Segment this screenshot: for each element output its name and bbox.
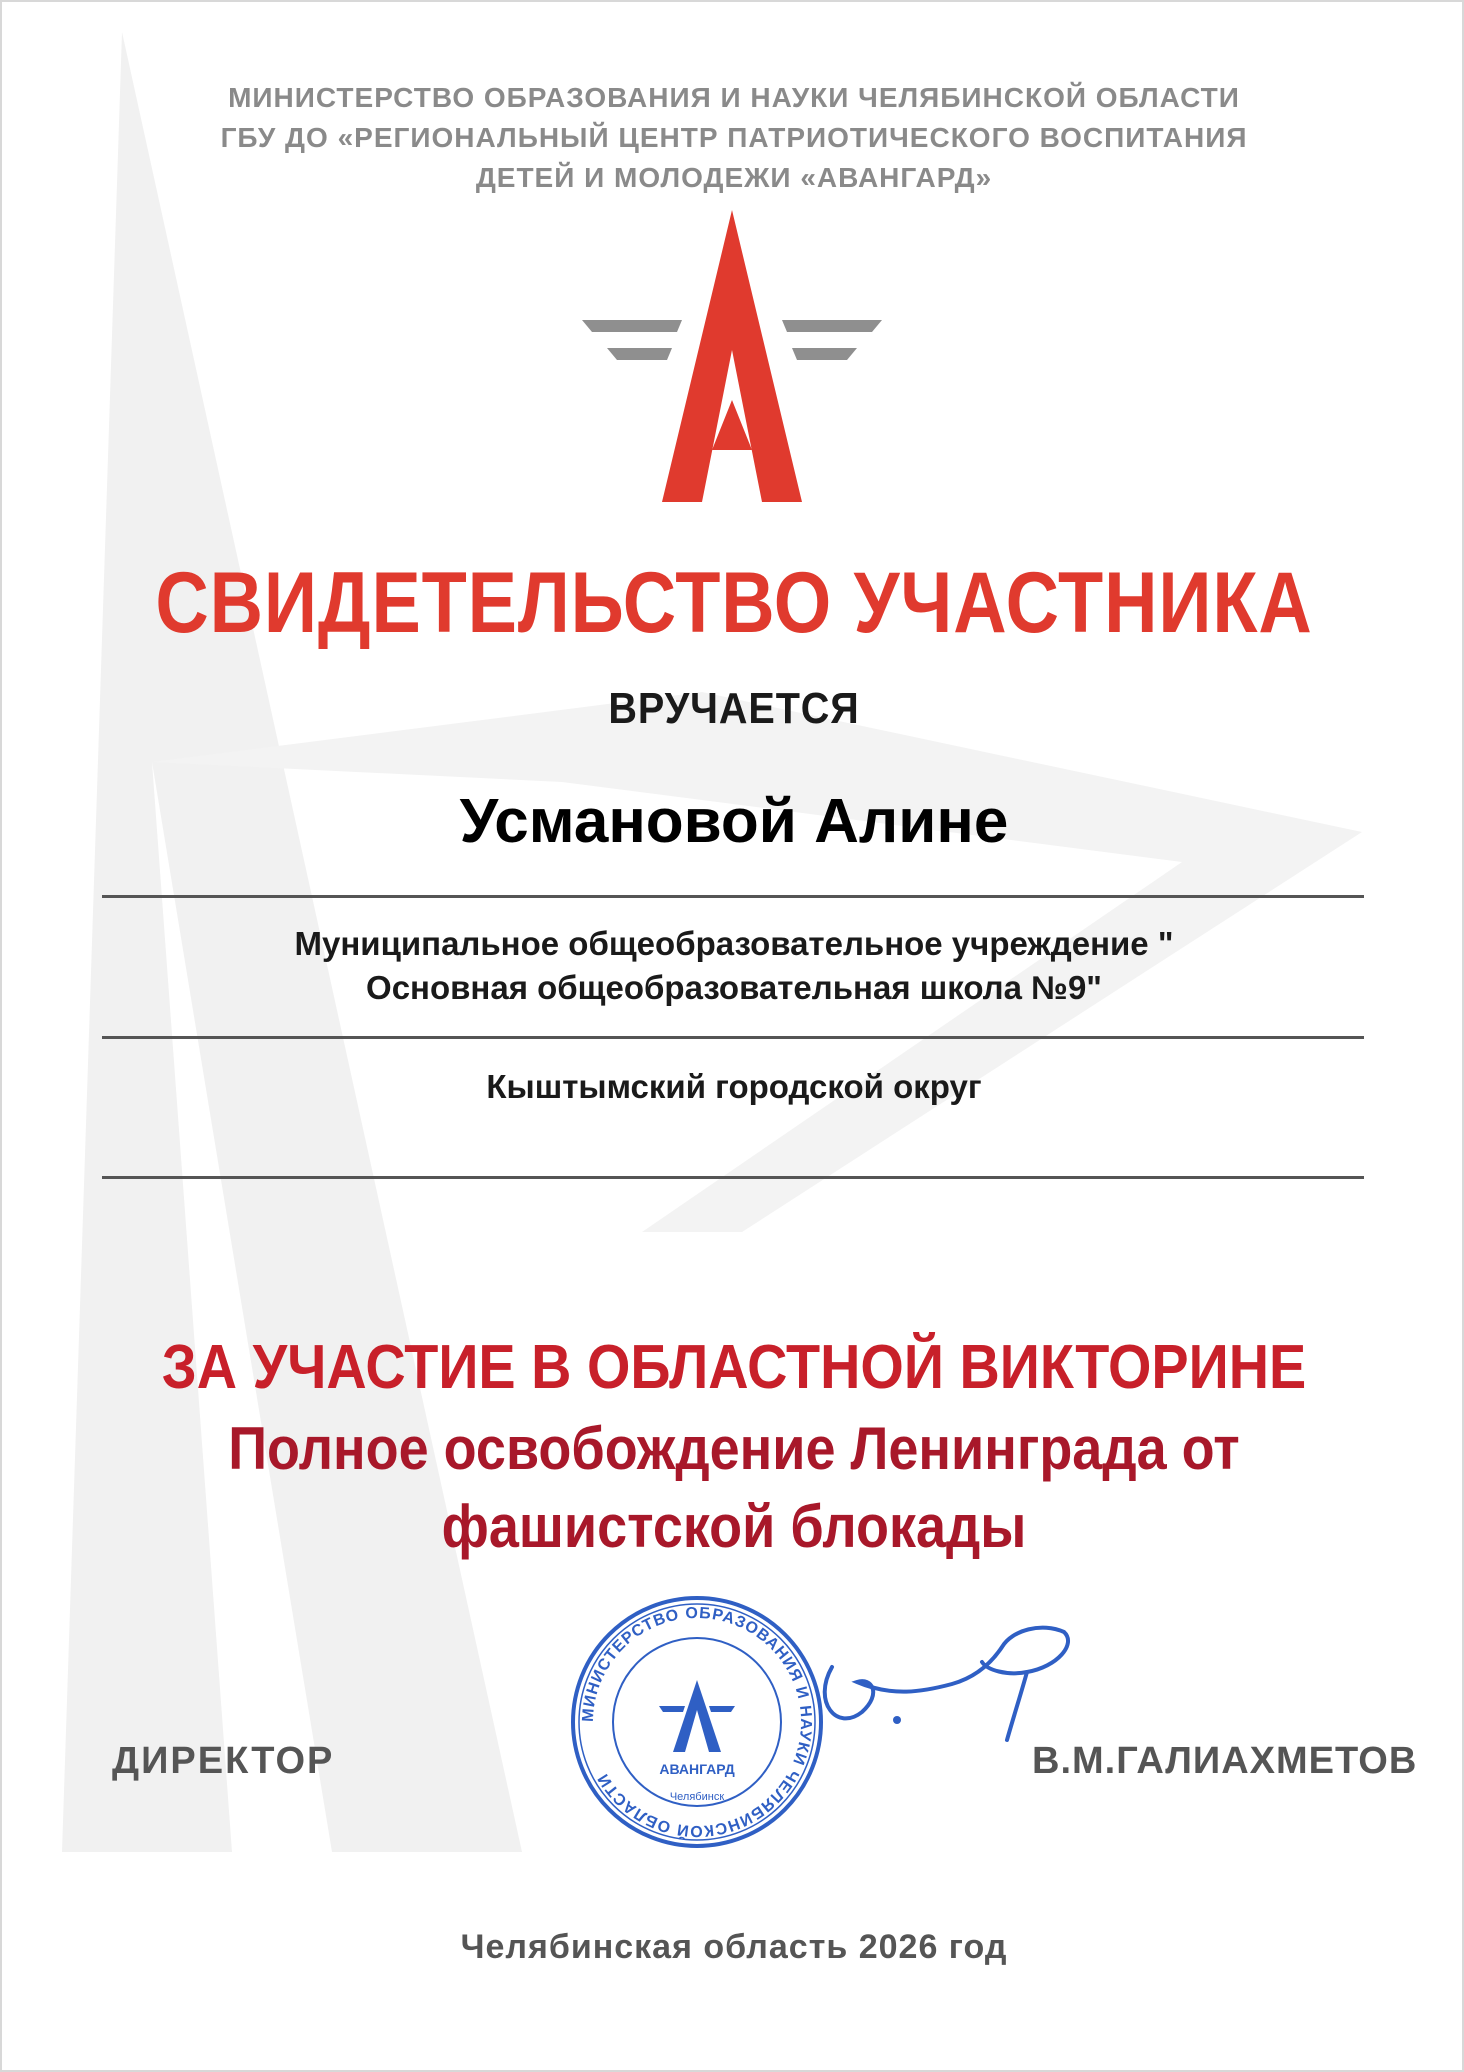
organization-line-2: Основная общеобразовательная школа №9" <box>366 969 1102 1006</box>
awarded-label: ВРУЧАЕТСЯ <box>608 684 860 733</box>
footer-location-year: Челябинская область 2026 год <box>460 1928 1008 1966</box>
svg-text:АВАНГАРД: АВАНГАРД <box>659 1761 735 1777</box>
avangard-emblem-icon <box>562 202 902 512</box>
district-name: Кыштымский городской округ <box>486 1068 982 1105</box>
quiz-topic-line-1: Полное освобождение Ленинграда от <box>228 1415 1240 1482</box>
official-stamp <box>567 1592 827 1852</box>
director-name: В.М.ГАЛИАХМЕТОВ <box>1032 1740 1418 1782</box>
header-organization: ГБУ ДО «РЕГИОНАЛЬНЫЙ ЦЕНТР ПАТРИОТИЧЕСКОГО ВОСПИТАНИЯ <box>220 122 1248 153</box>
organization-line-1: Муниципальное общеобразовательное учреждение " <box>294 925 1174 962</box>
svg-text:Челябинск: Челябинск <box>669 1791 725 1803</box>
certificate-title: СВИДЕТЕЛЬСТВО УЧАСТНИКА <box>155 555 1313 651</box>
svg-text:МИНИСТЕРСТВО ОБРАЗОВАНИЯ И НАУ: МИНИСТЕРСТВО ОБРАЗОВАНИЯ И НАУКИ ЧЕЛЯБИНСКОЙ ОБЛАСТИ <box>579 1604 815 1840</box>
quiz-topic-line-2: фашистской блокады <box>441 1493 1027 1560</box>
divider-line <box>102 1176 1364 1179</box>
director-label: ДИРЕКТОР <box>112 1740 335 1782</box>
header-organization-cont: ДЕТЕЙ И МОЛОДЕЖИ «АВАНГАРД» <box>475 162 993 193</box>
header-ministry: МИНИСТЕРСТВО ОБРАЗОВАНИЯ И НАУКИ ЧЕЛЯБИНСКОЙ ОБЛАСТИ <box>228 82 1240 113</box>
recipient-name: Усмановой Алине <box>459 787 1009 856</box>
reason-title: ЗА УЧАСТИЕ В ОБЛАСТНОЙ ВИКТОРИНЕ <box>161 1333 1307 1402</box>
divider-line <box>102 1036 1364 1039</box>
director-signature <box>802 1622 1102 1752</box>
divider-line <box>102 895 1364 898</box>
